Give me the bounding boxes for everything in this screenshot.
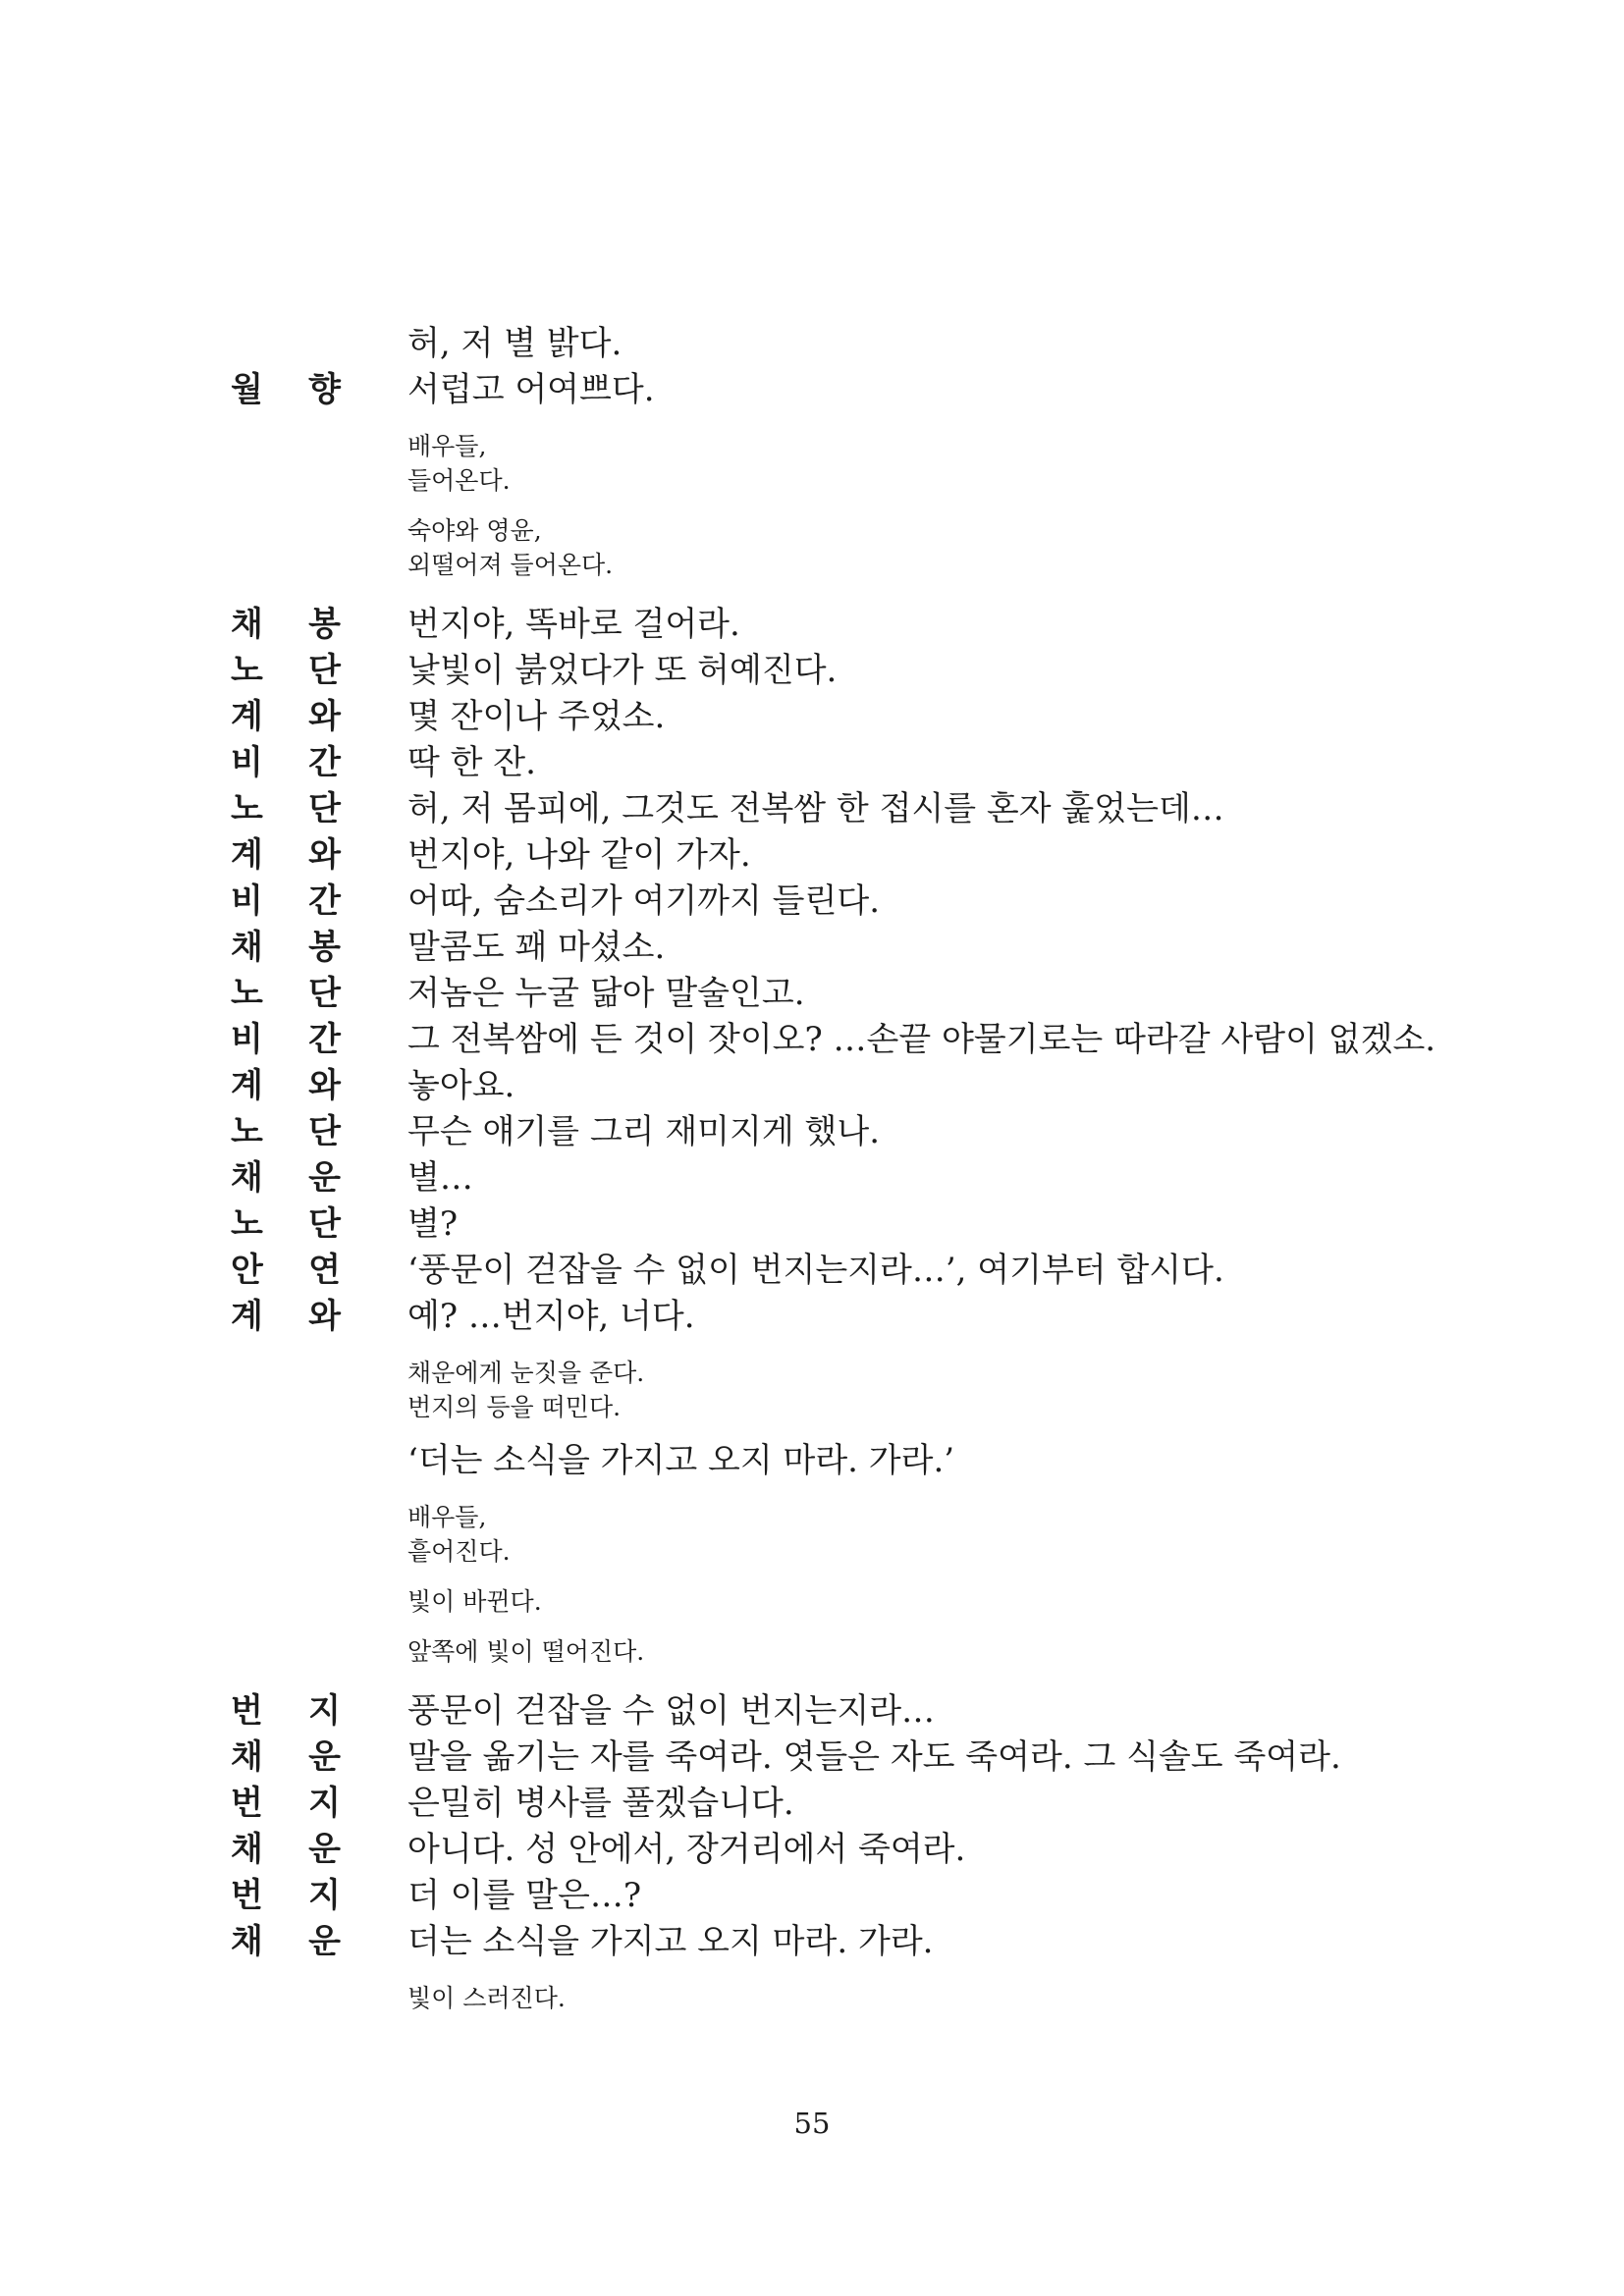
- dialogue-line: [231, 648, 1458, 694]
- dialogue-line: [231, 367, 1458, 413]
- speaker-name: [231, 1688, 341, 1735]
- speaker-name: [231, 1294, 341, 1340]
- speaker-name-char: 봉: [308, 605, 341, 644]
- speaker-name-char: 단: [308, 974, 341, 1013]
- speaker-name-char: 비: [231, 881, 263, 921]
- speaker-name-char: 간: [308, 1020, 341, 1059]
- dialogue-text: 번지야, 똑바로 걸어라.: [407, 605, 740, 644]
- speaker-name: [231, 1827, 341, 1873]
- dialogue-line: [231, 1688, 1458, 1735]
- speaker-name-char: 비: [231, 1020, 263, 1059]
- dialogue-text: 무슨 얘기를 그리 재미지게 했나.: [407, 1112, 881, 1151]
- stage-direction-line: 흩어진다.: [407, 1537, 511, 1566]
- dialogue-line: [231, 786, 1458, 832]
- speaker-name-char: 단: [308, 651, 341, 690]
- dialogue-text: 어따, 숨소리가 여기까지 들린다.: [407, 881, 881, 921]
- speaker-name-char: 연: [308, 1251, 341, 1290]
- speaker-name: [231, 971, 341, 1017]
- dialogue-text: 더 이를 말은…?: [407, 1876, 642, 1915]
- stage-direction: [407, 513, 1458, 582]
- dialogue-text: 별?: [407, 1204, 459, 1244]
- dialogue-text: 별…: [407, 1158, 473, 1198]
- speaker-name-char: 봉: [308, 928, 341, 967]
- dialogue-line: [231, 1294, 1458, 1340]
- speaker-name-char: 지: [308, 1876, 341, 1915]
- speaker-name: [231, 1735, 341, 1781]
- speaker-name-char: 노: [231, 789, 263, 828]
- stage-direction-line: 빛이 스러진다.: [407, 1984, 566, 2012]
- speaker-name-char: 향: [308, 370, 341, 409]
- speaker-name-char: 채: [231, 1830, 263, 1869]
- dialogue-line: [231, 1201, 1458, 1248]
- stage-direction: [407, 1634, 1458, 1669]
- speaker-name-char: 월: [231, 370, 263, 409]
- speaker-name-char: 노: [231, 1112, 263, 1151]
- speaker-name-char: 계: [231, 835, 263, 875]
- stage-direction-line: 채운에게 눈짓을 준다.: [407, 1359, 645, 1387]
- speaker-name: [231, 602, 341, 648]
- stage-direction-line: 들어온다.: [407, 466, 511, 495]
- speaker-name-char: 번: [231, 1876, 263, 1915]
- speaker-name-char: 운: [308, 1737, 341, 1777]
- speaker-name: [231, 879, 341, 925]
- speaker-name-char: 계: [231, 1297, 263, 1336]
- speaker-name: [231, 1017, 341, 1063]
- speaker-name-char: 안: [231, 1251, 263, 1290]
- dialogue-line: [231, 1248, 1458, 1294]
- dialogue-text: 풍문이 걷잡을 수 없이 번지는지라…: [407, 1691, 936, 1731]
- dialogue-text: 딱 한 잔.: [407, 743, 536, 782]
- dialogue-text: 저놈은 누굴 닮아 말술인고.: [407, 974, 805, 1013]
- speaker-name: [231, 1919, 341, 1965]
- speaker-name-char: 운: [308, 1922, 341, 1961]
- speaker-name: [231, 1248, 341, 1294]
- stage-direction: [407, 1356, 1458, 1424]
- speaker-name-char: 채: [231, 928, 263, 967]
- stage-direction-line: 번지의 등을 떠민다.: [407, 1393, 622, 1421]
- dialogue-text: 번지야, 나와 같이 가자.: [407, 835, 751, 875]
- dialogue-line: [231, 1873, 1458, 1919]
- speaker-name-char: 와: [308, 835, 341, 875]
- dialogue-line: [231, 1063, 1458, 1109]
- speaker-name: [231, 925, 341, 971]
- dialogue-text: 놓아요.: [407, 1066, 515, 1105]
- speaker-name: [231, 367, 341, 413]
- speaker-name-char: 채: [231, 1922, 263, 1961]
- speaker-name-char: 와: [308, 1066, 341, 1105]
- speaker-name-char: 지: [308, 1784, 341, 1823]
- dialogue-text: 허, 저 몸피에, 그것도 전복쌈 한 접시를 혼자 훑었는데…: [407, 789, 1224, 828]
- dialogue-line: [231, 1735, 1458, 1781]
- speaker-name-char: 번: [231, 1784, 263, 1823]
- speaker-name-char: 채: [231, 605, 263, 644]
- speaker-name: [231, 1781, 341, 1827]
- speaker-name-char: 채: [231, 1737, 263, 1777]
- speaker-name-char: 채: [231, 1158, 263, 1198]
- speaker-name: [231, 1873, 341, 1919]
- speaker-name-char: 간: [308, 743, 341, 782]
- speaker-name-char: 운: [308, 1830, 341, 1869]
- speaker-name-char: 계: [231, 697, 263, 736]
- speaker-name: [231, 694, 341, 740]
- dialogue-text: 그 전복쌈에 든 것이 잣이오? …손끝 야물기로는 따라갈 사람이 없겠소.: [407, 1020, 1436, 1059]
- dialogue-line: [231, 694, 1458, 740]
- stage-direction: [407, 429, 1458, 498]
- speaker-name: [231, 832, 341, 879]
- speaker-name-char: 운: [308, 1158, 341, 1198]
- dialogue-line: [231, 971, 1458, 1017]
- dialogue-line: [231, 602, 1458, 648]
- stage-direction-line: 배우들,: [407, 1503, 487, 1531]
- dialogue-text: 더는 소식을 가지고 오지 마라. 가라.: [407, 1922, 934, 1961]
- speaker-name-char: 노: [231, 974, 263, 1013]
- speaker-name-char: 비: [231, 743, 263, 782]
- speaker-name: [231, 740, 341, 786]
- dialogue-line: [231, 925, 1458, 971]
- dialogue-line: [231, 1827, 1458, 1873]
- page-number: 55: [793, 2107, 831, 2140]
- speaker-name: [231, 786, 341, 832]
- dialogue-line: [231, 879, 1458, 925]
- dialogue-text: 예? …번지야, 너다.: [407, 1297, 695, 1336]
- speaker-name-char: 와: [308, 697, 341, 736]
- dialogue-line: [231, 1919, 1458, 1965]
- dialogue-text: 말콤도 꽤 마셨소.: [407, 928, 666, 967]
- quoted-line: ‘더는 소식을 가지고 오지 마라. 가라.’: [407, 1441, 955, 1480]
- stage-direction-line: 숙야와 영윤,: [407, 516, 542, 545]
- dialogue-text: ‘풍문이 걷잡을 수 없이 번지는지라…’, 여기부터 합시다.: [407, 1251, 1224, 1290]
- dialogue-line: [231, 321, 1458, 367]
- stage-direction-line: 배우들,: [407, 432, 487, 460]
- dialogue-text: 은밀히 병사를 풀겠습니다.: [407, 1784, 794, 1823]
- speaker-name: [231, 1109, 341, 1155]
- speaker-name-char: 번: [231, 1691, 263, 1731]
- dialogue-line: [231, 1155, 1458, 1201]
- dialogue-text: 낯빛이 붉었다가 또 허예진다.: [407, 651, 838, 690]
- speaker-name-char: 노: [231, 1204, 263, 1244]
- dialogue-line: [231, 1109, 1458, 1155]
- speaker-name-char: 단: [308, 1112, 341, 1151]
- dialogue-line: [231, 1017, 1458, 1063]
- stage-direction-line: 빛이 바뀐다.: [407, 1587, 542, 1616]
- dialogue-line: [231, 740, 1458, 786]
- speaker-name-char: 와: [308, 1297, 341, 1336]
- dialogue-line: [231, 832, 1458, 879]
- stage-direction-line: 외떨어져 들어온다.: [407, 551, 614, 579]
- speaker-name: [231, 1155, 341, 1201]
- speaker-name-char: 노: [231, 651, 263, 690]
- speaker-name: [231, 648, 341, 694]
- speaker-name-char: 단: [308, 1204, 341, 1244]
- stage-direction: [407, 1500, 1458, 1569]
- dialogue-text: 말을 옮기는 자를 죽여라. 엿들은 자도 죽여라. 그 식솔도 죽여라.: [407, 1737, 1341, 1777]
- stage-direction-line: 앞쪽에 빛이 떨어진다.: [407, 1637, 645, 1666]
- dialogue-text: 아니다. 성 안에서, 장거리에서 죽여라.: [407, 1830, 966, 1869]
- speaker-name-char: 지: [308, 1691, 341, 1731]
- stage-direction: [407, 1981, 1458, 2015]
- dialogue-text: 허, 저 별 밝다.: [407, 324, 623, 363]
- speaker-name-char: 계: [231, 1066, 263, 1105]
- speaker-name: [231, 1063, 341, 1109]
- speaker-name: [231, 1201, 341, 1248]
- dialogue-text: 몇 잔이나 주었소.: [407, 697, 666, 736]
- script-body: [231, 321, 1458, 2015]
- speaker-name-char: 간: [308, 881, 341, 921]
- stage-direction: [407, 1584, 1458, 1619]
- speaker-name-char: 단: [308, 789, 341, 828]
- dialogue-line: [231, 1781, 1458, 1827]
- dialogue-text: 서럽고 어여쁘다.: [407, 370, 655, 409]
